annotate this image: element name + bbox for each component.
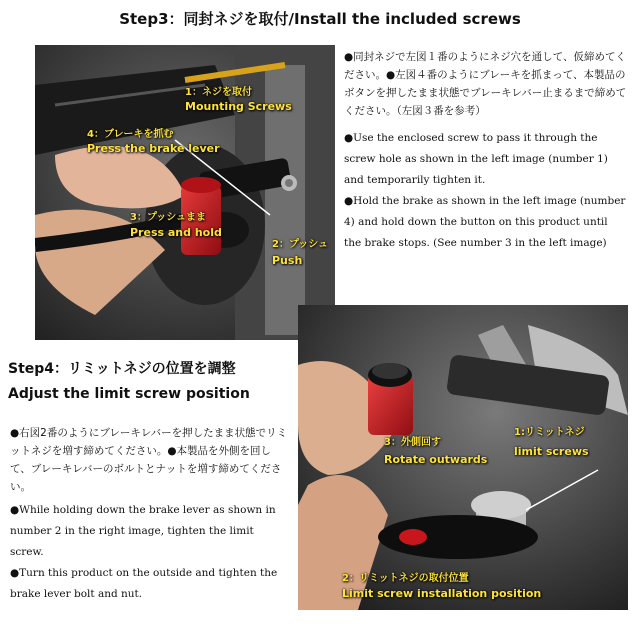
step4-text-ja: ●右図2番のようにブレーキレバーを押したまま状態でリミットネジを増す締めてください。●本製品を外側を回して、ブレーキレバーのボルトとナットを増す締めてください。 <box>10 427 288 493</box>
pushhold-label-ja: 3：プッシュまま <box>130 212 207 223</box>
rotate-label-ja: 3：外側回す <box>384 437 441 448</box>
rotate-label-en: Rotate outwards <box>384 453 488 466</box>
pos-label-en: Limit screw installation position <box>342 587 542 600</box>
push-label-en: Push <box>272 254 303 267</box>
step3-text-ja: ●同封ネジで左図１番のようにネジ穴を通して、仮締めてください。●左図４番のようにブレーキを抓まって、本製品のボタンを押したまま状態でブレーキレバー止まるまで締めてください。（左図３番を参考） <box>344 51 627 117</box>
brake-label-ja: 4：ブレーキを抓む <box>87 129 174 140</box>
step3-text-en-1: ●Use the enclosed screw to pass it through the screw hole as shown in the left image (number 1) and temporarily tighten it. <box>344 132 608 186</box>
step3-photo <box>35 45 335 340</box>
step4-text <box>10 424 290 605</box>
step3-title: Step3：同封ネジを取付/Install the included screws <box>119 10 521 28</box>
step4-photo <box>298 305 628 610</box>
mount-label-ja: 1：ネジを取付 <box>185 87 252 98</box>
limit-label-en: limit screws <box>514 445 589 458</box>
mount-label-en: Mounting Screws <box>185 100 292 113</box>
step4-title-en: Adjust the limit screw position <box>8 386 250 402</box>
push-label-ja: 2：プッシュ <box>272 239 329 250</box>
step3-text <box>344 48 628 254</box>
step4-title-ja: Step4：リミットネジの位置を調整 <box>8 361 236 377</box>
step4-text-en-1: ●While holding down the brake lever as shown in number 2 in the right image, tighten the limit screw. <box>10 504 276 558</box>
pos-label-ja: 2：リミットネジの取付位置 <box>342 573 469 584</box>
step3-text-en-2: ●Hold the brake as shown in the left image (number 4) and hold down the button on this product until the brake stops. (See number 3 in the left image) <box>344 195 626 249</box>
step4-text-en-2: ●Turn this product on the outside and tighten the brake lever bolt and nut. <box>10 567 278 600</box>
pushhold-label-en: Press and hold <box>130 226 222 239</box>
limit-label-ja: 1:リミットネジ <box>514 427 585 438</box>
brake-label-en: Press the brake lever <box>87 142 220 155</box>
